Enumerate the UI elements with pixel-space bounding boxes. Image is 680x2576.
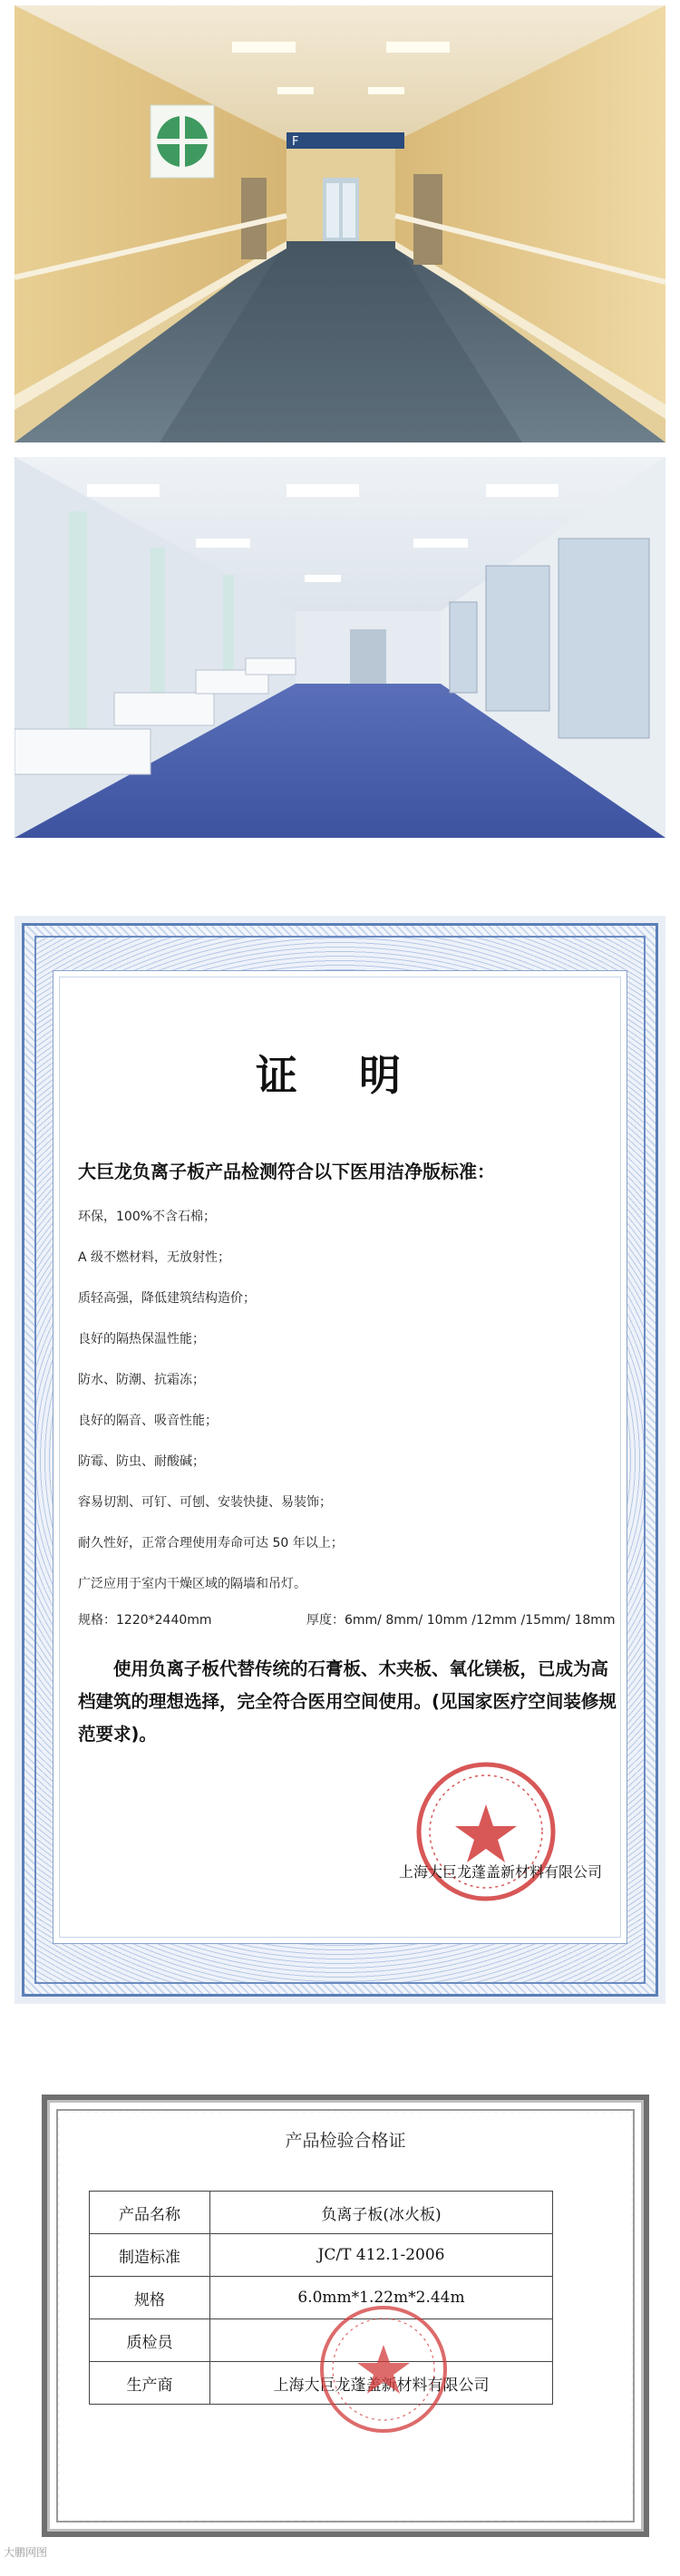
list-item: 环保，100%不含石棉； xyxy=(78,1210,217,1224)
table-cell-label: 生产商 xyxy=(90,2362,210,2405)
table-cell-label: 质检员 xyxy=(90,2319,210,2362)
inspection-seal-icon xyxy=(316,2301,452,2437)
certificate-proof xyxy=(15,916,665,2004)
table-cell-value: 上海大巨龙蓬盖新材料有限公司 xyxy=(210,2362,553,2405)
table-row xyxy=(90,2234,553,2277)
ward-photo xyxy=(15,457,665,838)
svg-text:F: F xyxy=(292,135,299,149)
list-item: 质轻高强，降低建筑结构造价； xyxy=(78,1291,256,1306)
watermark: 大鹏网图 xyxy=(4,2546,48,2559)
company-seal-icon xyxy=(413,1759,559,1904)
inspection-title: 产品检验合格证 xyxy=(285,2131,406,2151)
certificate-title: 证 明 xyxy=(255,1051,424,1100)
table-cell-value: 负离子板(冰火板) xyxy=(210,2192,553,2234)
spec-size: 规格：1220*2440mm xyxy=(78,1613,212,1628)
list-item: 防水、防潮、抗霜冻； xyxy=(78,1373,205,1387)
list-item: 良好的隔音、吸音性能； xyxy=(78,1414,218,1428)
usage-paragraph: 使用负离子板代替传统的石膏板、木夹板、氧化镁板，已成为高档建筑的理想选择，完全符合医用空间使用。(见国家医疗空间装修规范要求)。 xyxy=(78,1658,617,1745)
list-item: 良好的隔热保温性能； xyxy=(78,1332,205,1346)
inspection-certificate xyxy=(42,2095,649,2537)
certificate-subtitle: 大巨龙负离子板产品检测符合以下医用洁净版标准： xyxy=(78,1161,495,1182)
table-cell-value: 6.0mm*1.22m*2.44m xyxy=(210,2277,553,2319)
list-item: 防霉、防虫、耐酸碱； xyxy=(78,1454,205,1469)
hospital-logo-icon xyxy=(151,105,214,178)
table-cell-label: 规格 xyxy=(90,2277,210,2319)
standards-list xyxy=(78,1208,622,1616)
table-cell-label: 制造标准 xyxy=(90,2234,210,2277)
spec-thickness: 厚度：6mm/ 8mm/ 10mm /12mm /15mm/ 18mm xyxy=(306,1613,616,1628)
list-item: A 级不燃材料，无放射性； xyxy=(78,1250,231,1265)
table-cell-label: 产品名称 xyxy=(90,2192,210,2234)
corridor-photo xyxy=(15,5,665,442)
table-cell-value: JC/T 412.1-2006 xyxy=(210,2234,553,2277)
spec-line xyxy=(78,1610,622,1628)
company-name: 上海大巨龙蓬盖新材料有限公司 xyxy=(398,1863,602,1881)
list-item: 广泛应用于室内干燥区域的隔墙和吊灯。 xyxy=(78,1577,306,1591)
list-item: 容易切割、可钉、可刨、安装快捷、易装饰； xyxy=(78,1495,332,1510)
table-row xyxy=(90,2192,553,2234)
list-item: 耐久性好，正常合理使用寿命可达 50 年以上； xyxy=(78,1536,344,1550)
